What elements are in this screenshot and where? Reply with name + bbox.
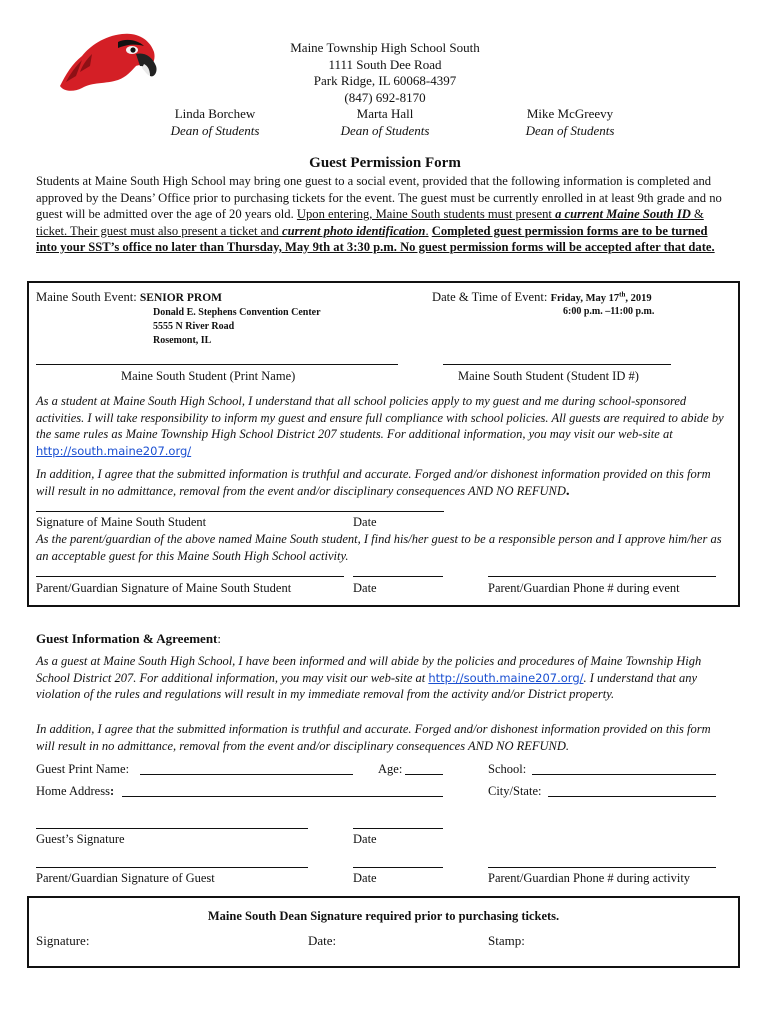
student-id-label: Maine South Student (Student ID #) (458, 369, 639, 383)
event-line: Maine South Event: SENIOR PROM (36, 290, 222, 304)
parent-date-line[interactable] (353, 576, 443, 577)
guest-parent-signature-label: Parent/Guardian Signature of Guest (36, 871, 215, 885)
guest-age-line[interactable] (405, 774, 443, 775)
hawk-logo (52, 26, 160, 96)
event-date-line: Date & Time of Event: Friday, May 17th, 2019 (432, 290, 652, 304)
guest-signature-line[interactable] (36, 828, 308, 829)
student-name-line[interactable] (36, 364, 398, 365)
dean1-name: Linda Borchew (174, 106, 256, 121)
dean1-title: Dean of Students (170, 122, 260, 138)
guest-city-label: City/State: (488, 784, 542, 798)
event-time: 6:00 p.m. –11:00 p.m. (563, 306, 655, 317)
student-agreement-paragraph: In addition, I agree that the submitted information is truthful and accurate. Forged and/or dishonest information provided on this form will result in no admittance, removal from the event and/or disciplinary consequences AND NO REFUND. (36, 467, 711, 499)
website-link[interactable]: http://south.maine207.org/ (36, 443, 192, 458)
guest-sig-date-line[interactable] (353, 828, 443, 829)
deadline-notice: Completed guest permission forms are to be turned into your SST’s office no later than Thursday, May 9th at 3:30 p.m. No guest permission forms will be accepted after that date. (36, 223, 715, 254)
guest-parent-date-line[interactable] (353, 867, 443, 868)
guest-parent-phone-label: Parent/Guardian Phone # during activity (488, 871, 691, 885)
guest-agreement-paragraph: In addition, I agree that the submitted information is truthful and accurate. Forged and/or dishonest information provided on this form will result in no admittance, removal from the event and/or disciplinary consequences AND NO REFUND. (36, 722, 711, 753)
parent-phone-line[interactable] (488, 576, 716, 577)
dean2-name: Marta Hall (356, 106, 414, 121)
student-name-label: Maine South Student (Print Name) (121, 369, 296, 383)
dean-signature-label[interactable]: Signature: (36, 933, 90, 948)
guest-name-line[interactable] (140, 774, 353, 775)
parent-approval-paragraph: As the parent/guardian of the above named Maine South student, I find his/her guest to be a responsible person and I approve him/her as an acceptable guest for this Maine South High School activity. (36, 532, 722, 563)
guest-website-link[interactable]: http://south.maine207.org/ (428, 670, 584, 685)
guest-city-line[interactable] (548, 796, 716, 797)
guest-school-label: School: (488, 762, 527, 776)
school-phone: (847) 692-8170 (344, 89, 426, 105)
dean-date-label[interactable]: Date: (308, 933, 337, 948)
school-address1: 1111 South Dee Road (328, 56, 442, 72)
event-venue: Donald E. Stephens Convention Center 5555 N River Road Rosemont, IL (153, 307, 321, 346)
guest-policy-paragraph: As a guest at Maine South High School, I have been informed and will abide by the policies and procedures of Maine Township High School District 207. For additional information, you may visit our web-site at http://south.maine207.org/. I understand that any violation of the rules and regulations will result in my immediate removal from the activity and/or District property. (36, 654, 702, 701)
student-date-label: Date (353, 515, 377, 529)
school-address2: Park Ridge, IL 60068-4397 (313, 73, 457, 88)
guest-age-label: Age: (378, 762, 403, 776)
student-id-line[interactable] (443, 364, 671, 365)
dean2-title: Dean of Students (340, 122, 430, 138)
parent-phone-label: Parent/Guardian Phone # during event (488, 581, 680, 595)
student-signature-label: Signature of Maine South Student (36, 515, 207, 529)
guest-address-line[interactable] (122, 796, 443, 797)
student-signature-line[interactable] (36, 511, 444, 512)
guest-signature-label: Guest’s Signature (36, 832, 125, 846)
intro-paragraph: Students at Maine South High School may bring one guest to a social event, provided that the following information is completed and approved by the Deans’ Office prior to purchasing tickets for the event. The guest must be currently enrolled in at least 9th grade and no guest will be admitted over the age of 20 years old. Upon entering, Maine South students must present a current Maine South ID & ticket. Their guest must also present a ticket and current photo identification. Completed guest permission forms are to be turned into your SST’s office no later than Thursday, May 9th at 3:30 p.m. No guest permission forms will be accepted after that date. (36, 174, 722, 254)
dean-section (27, 896, 740, 968)
dean-heading: Maine South Dean Signature required prior to purchasing tickets. (207, 909, 560, 923)
school-name: Maine Township High School South (290, 40, 480, 55)
guest-sig-date-label: Date (353, 832, 377, 846)
dean3-name: Mike McGreevy (526, 106, 614, 121)
parent-signature-line[interactable] (36, 576, 344, 577)
parent-signature-label: Parent/Guardian Signature of Maine South Student (36, 581, 292, 595)
parent-date-label: Date (353, 581, 377, 595)
guest-parent-signature-line[interactable] (36, 867, 308, 868)
guest-address-label: Home Address: (36, 784, 115, 798)
guest-name-label: Guest Print Name: (36, 762, 130, 776)
guest-parent-date-label: Date (353, 871, 377, 885)
guest-school-line[interactable] (532, 774, 716, 775)
guest-parent-phone-line[interactable] (488, 867, 716, 868)
form-title: Guest Permission Form (309, 155, 461, 171)
event-name: SENIOR PROM (139, 292, 222, 304)
dean-stamp-label[interactable]: Stamp: (488, 933, 525, 948)
student-policy-paragraph: As a student at Maine South High School, I understand that all school policies apply to my guest and me during school-sponsored activities. I will take responsibility to inform my guest and ensure full compliance with school policies. All guests are required to abide by the same rules as Maine Township High School District 207 students. For additional information, you may visit our web-site at http://south.maine207.org/ (36, 394, 724, 458)
dean3-title: Dean of Students (525, 122, 615, 138)
guest-heading: Guest Information & Agreement: (36, 631, 221, 646)
